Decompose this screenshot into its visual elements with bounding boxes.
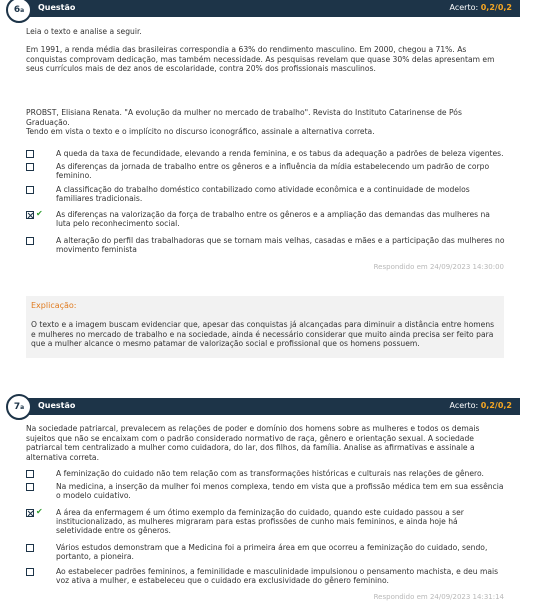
score (450, 401, 512, 410)
question-number-badge (6, 394, 32, 420)
answered-timestamp: Respondido em 24/09/2023 14:30:00 (373, 263, 504, 271)
score-label: Acerto: (449, 401, 479, 410)
question-number-suffix: a (20, 403, 25, 411)
explanation-text: O texto e a imagem buscam evidenciar que, apesar das conquistas já alcançadas para diminuir a distância entre homens e mulheres no mercado de trabalho e na sociedade, ainda é necessário considerar que muito ainda precisa ser feito para que a mulher alcance o mesmo patamar de valorização social e profissional que os homens possuem. (31, 320, 495, 349)
question-passage: Em 1991, a renda média das brasileiras correspondia a 63% do rendimento masculino. Em 2000, chegou a 71%. As conquistas comprovam dedicação, mas também necessidade. As pesquisas revelam que quase 30% delas apresentam em seus currículos mais de dez anos de escolaridade, contra 20% dos profissionais masculinos. (26, 45, 495, 74)
checkbox-b[interactable] (26, 163, 34, 171)
option-text: A alteração do perfil das trabalhadoras que se tornam mais velhas, casadas e mães e a participação das mulheres no movimento feminista (56, 236, 505, 254)
checkbox-b[interactable] (26, 483, 34, 491)
option-text: As diferenças na valorização da força de trabalho entre os gêneros e a ampliação das demandas das mulheres na luta pelo reconhecimento social. (56, 210, 490, 228)
score-label: Acerto: (449, 3, 479, 12)
explanation-label: Explicação: (31, 301, 77, 310)
question-number-badge (6, 0, 32, 23)
option-text: Ao estabelecer padrões femininos, a feminilidade e masculinidade impulsionou o pensamento machista, e deu mais voz ativa a mulher, e estabeleceu que o cuidado era exclusividade do gênero feminino. (56, 567, 499, 585)
score-value: 0,2 (480, 3, 495, 12)
checkbox-e[interactable] (26, 237, 34, 245)
checkbox-a[interactable] (26, 470, 34, 478)
option-text: As diferenças da jornada de trabalho entre os gêneros e a influência da mídia estabelecendo um padrão de corpo feminino. (56, 162, 490, 180)
question-title: Questão (38, 3, 76, 12)
question-passage: Na sociedade patriarcal, prevalecem as relações de poder e domínio dos homens sobre as mulheres e todos os demais sujeitos que não se encaixam com o padrão considerado normativo de raça, gênero e orientação sexual. A sociedade patriarcal tem centralizado a mulher como cuidadora, do lar, dos filhos, da família. Analise as afirmativas e assinale a alternativa correta. (26, 424, 480, 462)
question-intro: Leia o texto e analise a seguir. (26, 27, 142, 36)
checkbox-c-checked[interactable] (26, 509, 34, 517)
question-source: PROBST, Elisiana Renata. "A evolução da mulher no mercado de trabalho". Revista do Instituto Catarinense de Pós Graduação. (26, 108, 462, 127)
question-title: Questão (38, 401, 76, 410)
correct-check-icon: ✔ (36, 507, 43, 516)
question-number: 7 (13, 402, 21, 412)
checkbox-d-checked[interactable] (26, 211, 34, 219)
question-prompt: Tendo em vista o texto e o implícito no discurso iconográfico, assinale a alternativa correta. (26, 127, 375, 136)
option-text: A feminização do cuidado não tem relação com as transformações históricas e culturais nas relações de gênero. (56, 469, 484, 478)
question-header (18, 398, 520, 415)
option-text: A classificação do trabalho doméstico contabilizado como atividade econômica e a continuidade de modelos familiares tradicionais. (56, 185, 470, 203)
question-header (18, 0, 520, 17)
option-text: Na medicina, a inserção da mulher foi menos complexa, tendo em vista que a profissão médica tem em sua essência o modelo cuidativo. (56, 482, 504, 500)
score (450, 3, 512, 12)
score-value: 0,2 (480, 401, 495, 410)
score-total: /0,2 (494, 401, 512, 410)
score-total: /0,2 (494, 3, 512, 12)
checkbox-e[interactable] (26, 568, 34, 576)
checkbox-a[interactable] (26, 150, 34, 158)
option-text: Vários estudos demonstram que a Medicina foi a primeira área em que ocorreu a feminização do cuidado, sendo, portanto, a pioneira. (56, 543, 488, 561)
question-number: 6 (13, 5, 21, 15)
question-number-suffix: a (20, 6, 25, 14)
checkbox-d[interactable] (26, 544, 34, 552)
explanation-box (26, 296, 504, 358)
correct-check-icon: ✔ (36, 209, 43, 218)
checkbox-c[interactable] (26, 186, 34, 194)
option-text: A queda da taxa de fecundidade, elevando a renda feminina, e os tabus da adequação a padrões de beleza vigentes. (56, 149, 504, 158)
answered-timestamp: Respondido em 24/09/2023 14:31:14 (373, 593, 504, 601)
option-text: A área da enfermagem é um ótimo exemplo da feminização do cuidado, quando este cuidado passou a ser institucionalizado, as mulheres migraram para estas profissões de cunho mais femininos, e ainda hoje há seletividade entre os gêneros. (56, 508, 464, 535)
